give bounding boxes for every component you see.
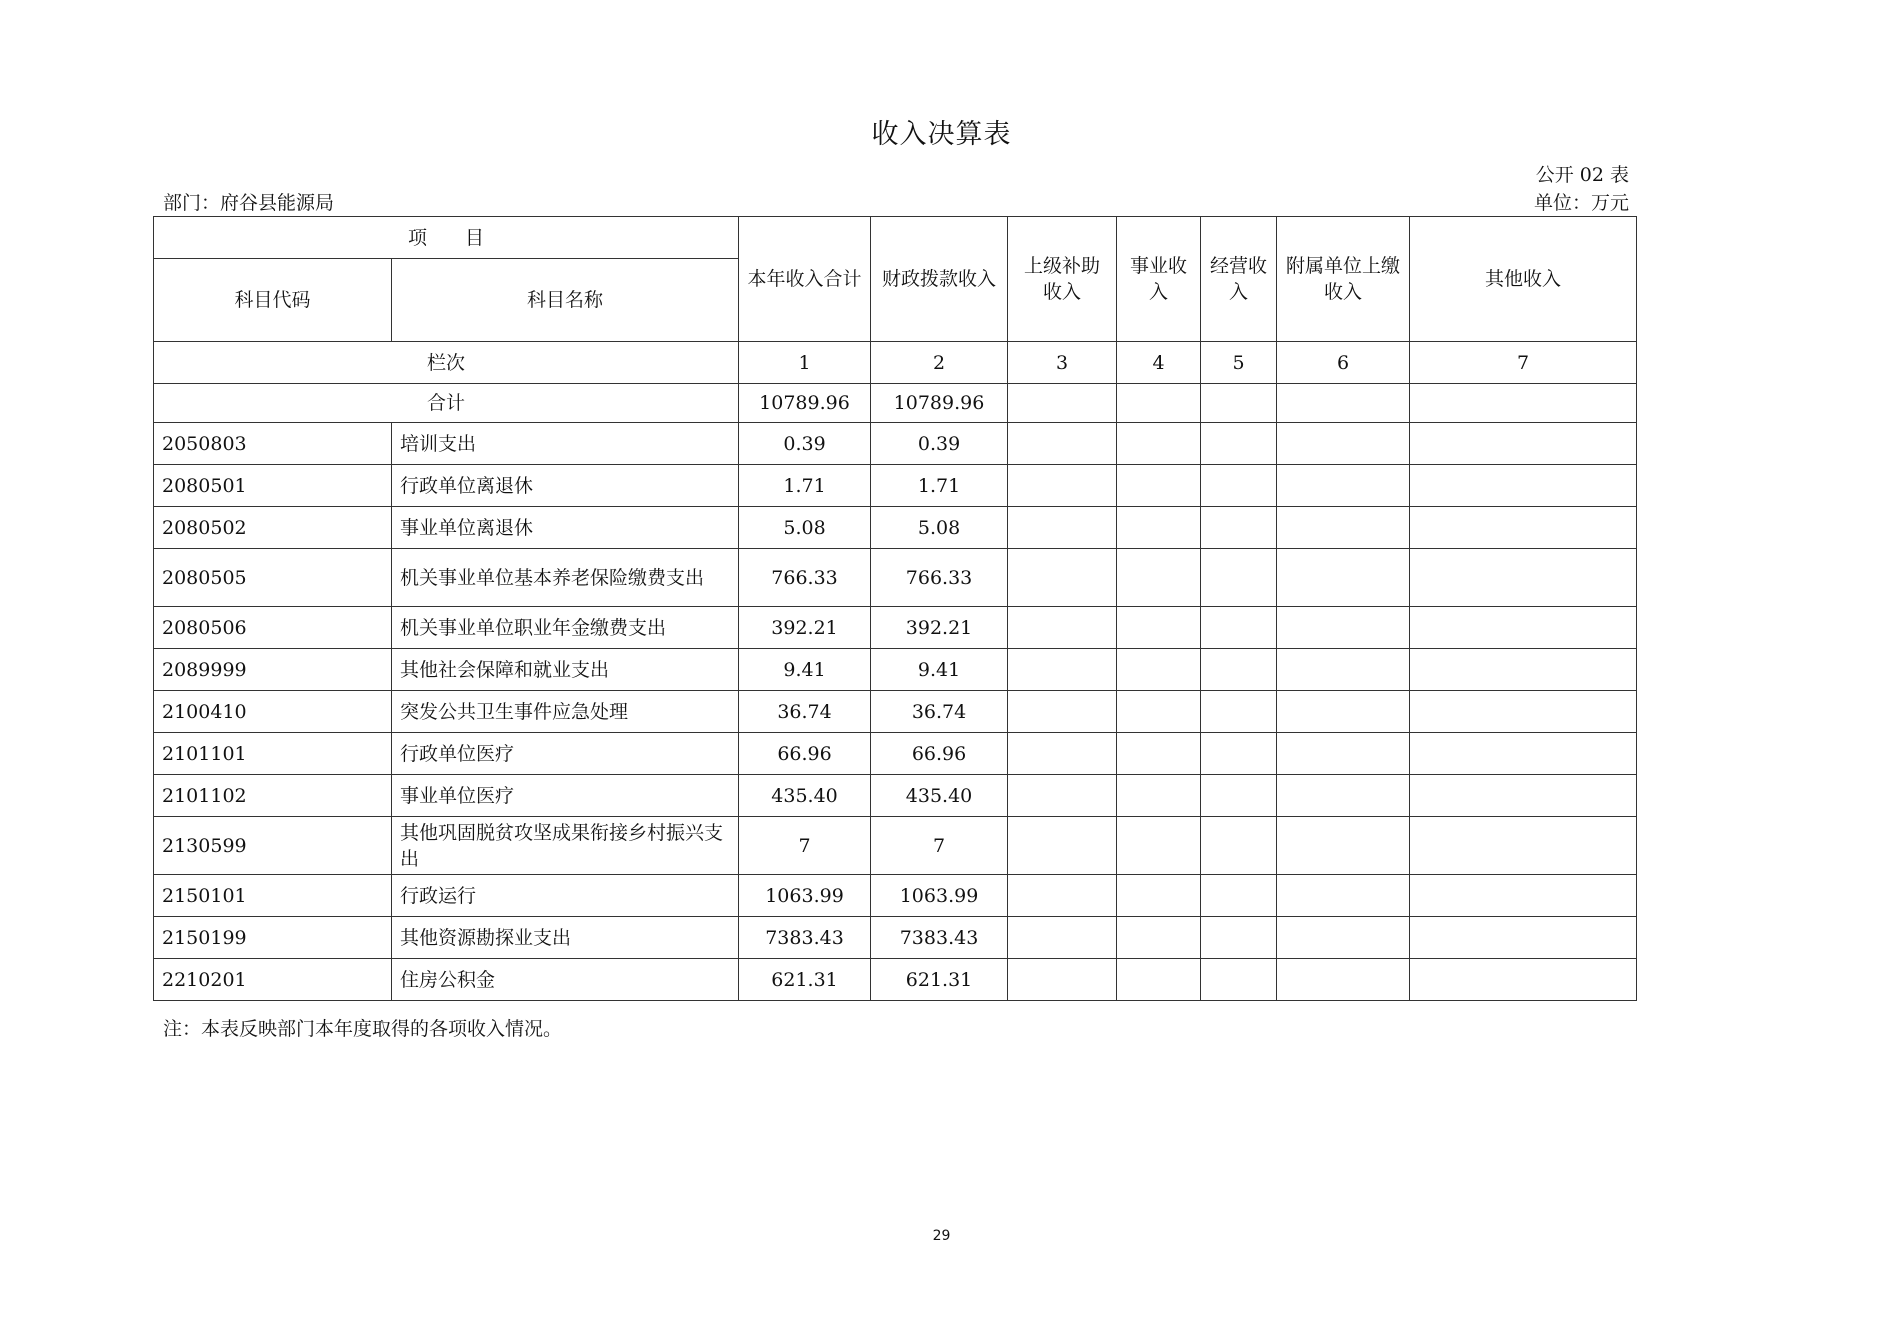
- table-row: [154, 817, 1637, 875]
- summary-superior: [1008, 384, 1117, 423]
- summary-total: 10789.96: [739, 384, 871, 423]
- operating-cell: [1201, 775, 1277, 817]
- table-row: [154, 423, 1637, 465]
- header-operating: 经营收入: [1201, 217, 1277, 342]
- column-index-label: 栏次: [154, 342, 739, 384]
- affiliated-cell: [1277, 733, 1410, 775]
- operating-cell: [1201, 549, 1277, 607]
- superior-cell: [1008, 875, 1117, 917]
- affiliated-cell: [1277, 423, 1410, 465]
- superior-cell: [1008, 507, 1117, 549]
- code-cell: 2089999: [154, 649, 392, 691]
- column-index-1: 1: [739, 342, 871, 384]
- table-note: 注：本表反映部门本年度取得的各项收入情况。: [163, 1018, 563, 1040]
- table-row: [154, 607, 1637, 649]
- column-index-3: 3: [1008, 342, 1117, 384]
- business-cell: [1117, 465, 1201, 507]
- other-cell: [1410, 549, 1637, 607]
- header-code: 科目代码: [154, 259, 392, 342]
- column-index-4: 4: [1117, 342, 1201, 384]
- header-total: 本年收入合计: [739, 217, 871, 342]
- operating-cell: [1201, 465, 1277, 507]
- name-cell: 突发公共卫生事件应急处理: [392, 691, 739, 733]
- table-row: [154, 775, 1637, 817]
- fiscal-cell: 0.39: [871, 423, 1008, 465]
- summary-other: [1410, 384, 1637, 423]
- other-cell: [1410, 875, 1637, 917]
- other-cell: [1410, 423, 1637, 465]
- unit-label: 单位：万元: [1533, 192, 1629, 214]
- total-cell: 5.08: [739, 507, 871, 549]
- business-cell: [1117, 817, 1201, 875]
- code-cell: 2101101: [154, 733, 392, 775]
- header-affiliated: 附属单位上缴收入: [1277, 217, 1410, 342]
- code-cell: 2080502: [154, 507, 392, 549]
- fiscal-cell: 1.71: [871, 465, 1008, 507]
- superior-cell: [1008, 917, 1117, 959]
- superior-cell: [1008, 775, 1117, 817]
- table-row: [154, 917, 1637, 959]
- total-cell: 1.71: [739, 465, 871, 507]
- header-item-group: 项 目: [154, 217, 739, 259]
- operating-cell: [1201, 817, 1277, 875]
- table-row: [154, 959, 1637, 1001]
- fiscal-cell: 9.41: [871, 649, 1008, 691]
- code-cell: 2101102: [154, 775, 392, 817]
- total-cell: 66.96: [739, 733, 871, 775]
- summary-label: 合计: [154, 384, 739, 423]
- total-cell: 36.74: [739, 691, 871, 733]
- other-cell: [1410, 775, 1637, 817]
- affiliated-cell: [1277, 691, 1410, 733]
- superior-cell: [1008, 465, 1117, 507]
- other-cell: [1410, 465, 1637, 507]
- affiliated-cell: [1277, 549, 1410, 607]
- code-cell: 2080505: [154, 549, 392, 607]
- total-cell: 9.41: [739, 649, 871, 691]
- name-cell: 事业单位离退休: [392, 507, 739, 549]
- operating-cell: [1201, 691, 1277, 733]
- income-final-accounts-table: [153, 216, 1637, 1001]
- operating-cell: [1201, 959, 1277, 1001]
- affiliated-cell: [1277, 917, 1410, 959]
- business-cell: [1117, 507, 1201, 549]
- name-cell: 行政运行: [392, 875, 739, 917]
- table-row: [154, 875, 1637, 917]
- fiscal-cell: 392.21: [871, 607, 1008, 649]
- page-title: 收入决算表: [871, 119, 1012, 150]
- fiscal-cell: 1063.99: [871, 875, 1008, 917]
- fiscal-cell: 36.74: [871, 691, 1008, 733]
- other-cell: [1410, 733, 1637, 775]
- name-cell: 其他社会保障和就业支出: [392, 649, 739, 691]
- code-cell: 2050803: [154, 423, 392, 465]
- superior-cell: [1008, 733, 1117, 775]
- table-row: [154, 733, 1637, 775]
- total-cell: 0.39: [739, 423, 871, 465]
- operating-cell: [1201, 423, 1277, 465]
- name-cell: 住房公积金: [392, 959, 739, 1001]
- total-cell: 435.40: [739, 775, 871, 817]
- business-cell: [1117, 691, 1201, 733]
- code-cell: 2080506: [154, 607, 392, 649]
- other-cell: [1410, 917, 1637, 959]
- business-cell: [1117, 917, 1201, 959]
- business-cell: [1117, 733, 1201, 775]
- superior-cell: [1008, 649, 1117, 691]
- other-cell: [1410, 691, 1637, 733]
- superior-cell: [1008, 549, 1117, 607]
- affiliated-cell: [1277, 875, 1410, 917]
- business-cell: [1117, 775, 1201, 817]
- column-index-2: 2: [871, 342, 1008, 384]
- summary-operating: [1201, 384, 1277, 423]
- fiscal-cell: 66.96: [871, 733, 1008, 775]
- column-index-5: 5: [1201, 342, 1277, 384]
- department-label: 部门：府谷县能源局: [163, 192, 335, 214]
- operating-cell: [1201, 649, 1277, 691]
- summary-fiscal: 10789.96: [871, 384, 1008, 423]
- total-cell: 621.31: [739, 959, 871, 1001]
- code-cell: 2150101: [154, 875, 392, 917]
- code-cell: 2130599: [154, 817, 392, 875]
- affiliated-cell: [1277, 507, 1410, 549]
- fiscal-cell: 7: [871, 817, 1008, 875]
- fiscal-cell: 7383.43: [871, 917, 1008, 959]
- name-cell: 机关事业单位职业年金缴费支出: [392, 607, 739, 649]
- name-cell: 其他资源勘探业支出: [392, 917, 739, 959]
- fiscal-cell: 5.08: [871, 507, 1008, 549]
- operating-cell: [1201, 917, 1277, 959]
- total-cell: 392.21: [739, 607, 871, 649]
- page-number: 29: [932, 1228, 951, 1244]
- business-cell: [1117, 875, 1201, 917]
- header-name: 科目名称: [392, 259, 739, 342]
- other-cell: [1410, 507, 1637, 549]
- superior-cell: [1008, 959, 1117, 1001]
- total-cell: 7: [739, 817, 871, 875]
- other-cell: [1410, 649, 1637, 691]
- superior-cell: [1008, 817, 1117, 875]
- affiliated-cell: [1277, 817, 1410, 875]
- name-cell: 其他巩固脱贫攻坚成果衔接乡村振兴支出: [392, 817, 739, 875]
- code-cell: 2080501: [154, 465, 392, 507]
- name-cell: 行政单位离退休: [392, 465, 739, 507]
- operating-cell: [1201, 607, 1277, 649]
- table-row: [154, 649, 1637, 691]
- summary-affiliated: [1277, 384, 1410, 423]
- superior-cell: [1008, 607, 1117, 649]
- code-cell: 2100410: [154, 691, 392, 733]
- column-index-7: 7: [1410, 342, 1637, 384]
- total-cell: 1063.99: [739, 875, 871, 917]
- superior-cell: [1008, 691, 1117, 733]
- affiliated-cell: [1277, 775, 1410, 817]
- affiliated-cell: [1277, 465, 1410, 507]
- name-cell: 机关事业单位基本养老保险缴费支出: [392, 549, 739, 607]
- fiscal-cell: 621.31: [871, 959, 1008, 1001]
- total-cell: 7383.43: [739, 917, 871, 959]
- operating-cell: [1201, 507, 1277, 549]
- table-row: [154, 507, 1637, 549]
- name-cell: 事业单位医疗: [392, 775, 739, 817]
- name-cell: 培训支出: [392, 423, 739, 465]
- header-fiscal: 财政拨款收入: [871, 217, 1008, 342]
- fiscal-cell: 766.33: [871, 549, 1008, 607]
- superior-cell: [1008, 423, 1117, 465]
- operating-cell: [1201, 875, 1277, 917]
- table-row: [154, 549, 1637, 607]
- table-row: [154, 691, 1637, 733]
- business-cell: [1117, 959, 1201, 1001]
- name-cell: 行政单位医疗: [392, 733, 739, 775]
- business-cell: [1117, 649, 1201, 691]
- table-row: [154, 465, 1637, 507]
- fiscal-cell: 435.40: [871, 775, 1008, 817]
- business-cell: [1117, 549, 1201, 607]
- column-index-6: 6: [1277, 342, 1410, 384]
- business-cell: [1117, 607, 1201, 649]
- form-code: 公开 02 表: [1535, 164, 1629, 186]
- operating-cell: [1201, 733, 1277, 775]
- affiliated-cell: [1277, 649, 1410, 691]
- code-cell: 2210201: [154, 959, 392, 1001]
- code-cell: 2150199: [154, 917, 392, 959]
- affiliated-cell: [1277, 607, 1410, 649]
- other-cell: [1410, 607, 1637, 649]
- business-cell: [1117, 423, 1201, 465]
- header-other: 其他收入: [1410, 217, 1637, 342]
- other-cell: [1410, 959, 1637, 1001]
- affiliated-cell: [1277, 959, 1410, 1001]
- header-business: 事业收入: [1117, 217, 1201, 342]
- header-superior: 上级补助收入: [1008, 217, 1117, 342]
- total-cell: 766.33: [739, 549, 871, 607]
- summary-business: [1117, 384, 1201, 423]
- other-cell: [1410, 817, 1637, 875]
